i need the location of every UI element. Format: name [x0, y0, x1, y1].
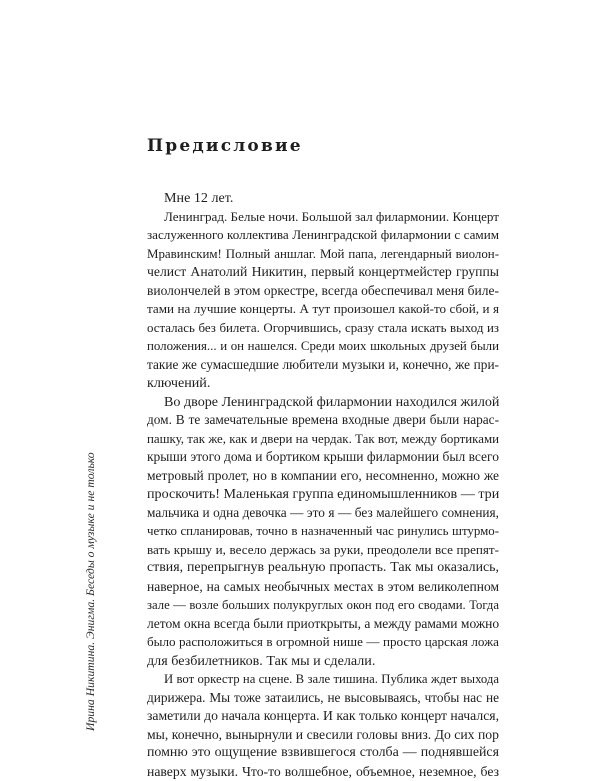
- text-line: дом. В те замечательные времена входные двери были нарас-: [147, 411, 499, 430]
- text-line: пашку, так же, как и двери на чердак. Так вот, между бортиками: [147, 430, 499, 449]
- text-line: заметили до начала концерта. И как только концерт начался,: [147, 707, 499, 726]
- text-line: дирижера. Мы тоже затаились, не высовываясь, чтобы нас не: [147, 689, 499, 708]
- text-line: Мне 12 лет.: [147, 189, 499, 208]
- side-caption: Ирина Никитина. Энигма. Беседы о музыке и не только: [84, 452, 98, 731]
- text-line: Ленинград. Белые ночи. Большой зал филармонии. Концерт: [147, 208, 499, 227]
- body-text: [147, 189, 499, 781]
- text-line: крыши этого дома и бортиком крыши филармонии был всего: [147, 448, 499, 467]
- text-line: И вот оркестр на сцене. В зале тишина. Публика ждет выхода: [147, 670, 499, 689]
- text-line: помню это ощущение взвившегося столба — поднявшейся: [147, 744, 499, 763]
- text-line: заслуженного коллектива Ленинградской филармонии с самим: [147, 226, 499, 245]
- text-line: осталась без билета. Огорчившись, сразу стала искать выход из: [147, 319, 499, 338]
- text-line: положения... и он нашелся. Среди моих школьных друзей были: [147, 337, 499, 356]
- text-line: метровый пролет, но в компании его, несомненно, можно же: [147, 467, 499, 486]
- text-line: для безбилетников. Так мы и сделали.: [147, 652, 499, 671]
- text-line: наверное, на самых необычных местах в этом великолепном: [147, 578, 499, 597]
- text-line: четко спланировав, точно в назначенный час ринулись штурмо-: [147, 522, 499, 541]
- page-title: Предисловие: [147, 135, 303, 157]
- text-line: летом окна всегда были приоткрыты, а между рамами можно: [147, 615, 499, 634]
- text-line: зале — возле больших полукруглых окон под его сводами. Тогда: [147, 596, 499, 615]
- text-line: мы, конечно, вынырнули и свесили головы вниз. До сих пор: [147, 726, 499, 745]
- text-line: ключений.: [147, 374, 499, 393]
- text-line: вать крышу и, весело держась за руки, преодолели все препят-: [147, 541, 499, 560]
- text-line: челист Анатолий Никитин, первый концертмейстер группы: [147, 263, 499, 282]
- text-line: мальчика и одна девочка — это я — без малейшего сомнения,: [147, 504, 499, 523]
- text-line: наверх музыки. Что-то волшебное, объемное, неземное, без: [147, 763, 499, 781]
- text-line: Во дворе Ленинградской филармонии находился жилой: [147, 393, 499, 412]
- text-line: ствия, перепрыгнув реальную пропасть. Так мы оказались,: [147, 559, 499, 578]
- text-line: виолончелей в этом оркестре, всегда обеспечивал меня биле-: [147, 282, 499, 301]
- text-line: было расположиться в огромной нише — просто царская ложа: [147, 633, 499, 652]
- text-line: проскочить! Маленькая группа единомышленников — три: [147, 485, 499, 504]
- text-line: тами на лучшие концерты. А тут произошел какой-то сбой, и я: [147, 300, 499, 319]
- text-line: Мравинским! Полный аншлаг. Мой папа, легендарный виолон-: [147, 245, 499, 264]
- text-line: такие же сумасшедшие любители музыки и, конечно, же при-: [147, 356, 499, 375]
